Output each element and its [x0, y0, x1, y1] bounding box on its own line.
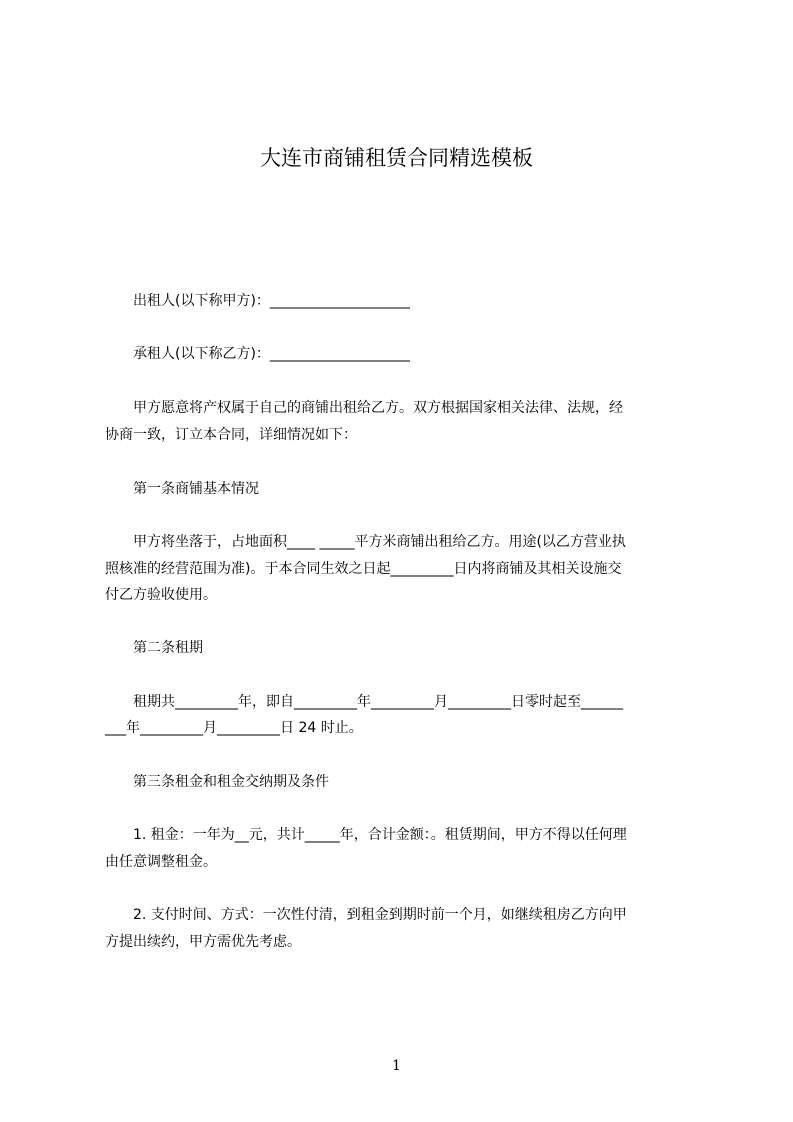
- article-1-heading: 第一条商铺基本情况: [105, 481, 259, 497]
- document-title: 大连市商铺租赁合同精选模板: [260, 146, 533, 170]
- article-3-item-2-line-2: 方提出续约，甲方需优先考虑。: [105, 934, 301, 950]
- lessor-line: 出租人(以下称甲方)：____________________: [105, 293, 410, 309]
- intro-line-2: 协商一致，订立本合同，详细情况如下：: [105, 427, 357, 443]
- article-1-line-2: 照核准的经营范围为准)。于本合同生效之日起_________日内将商铺及其相关设施交: [105, 561, 622, 577]
- article-3-item-2-line-1: 2. 支付时间、方式：一次性付清，到租金到期时前一个月，如继续租房乙方向甲: [105, 907, 627, 923]
- article-3-item-1-line-2: 由任意调整租金。: [105, 854, 217, 870]
- lessee-line: 承租人(以下称乙方)：____________________: [105, 346, 410, 362]
- article-2-heading: 第二条租期: [105, 640, 203, 656]
- article-1-line-3: 付乙方验收使用。: [105, 587, 217, 603]
- article-3-heading: 第三条租金和租金交纳期及条件: [105, 774, 329, 790]
- intro-line-1: 甲方愿意将产权属于自己的商铺出租给乙方。双方根据国家相关法律、法规，经: [105, 400, 623, 416]
- article-2-line-2: ___年_________月_________日 24 时止。: [105, 720, 363, 736]
- article-3-item-1-line-1: 1. 租金：一年为__元，共计_____年，合计金额：。租赁期间，甲方不得以任何理: [105, 827, 627, 843]
- page-number: 1: [392, 1058, 401, 1074]
- article-2-line-1: 租期共_________年，即自_________年_________月_________日零时起至______: [105, 694, 623, 710]
- article-1-line-1: 甲方将坐落于，占地面积____ _____平方米商铺出租给乙方。用途(以乙方营业执: [105, 534, 626, 550]
